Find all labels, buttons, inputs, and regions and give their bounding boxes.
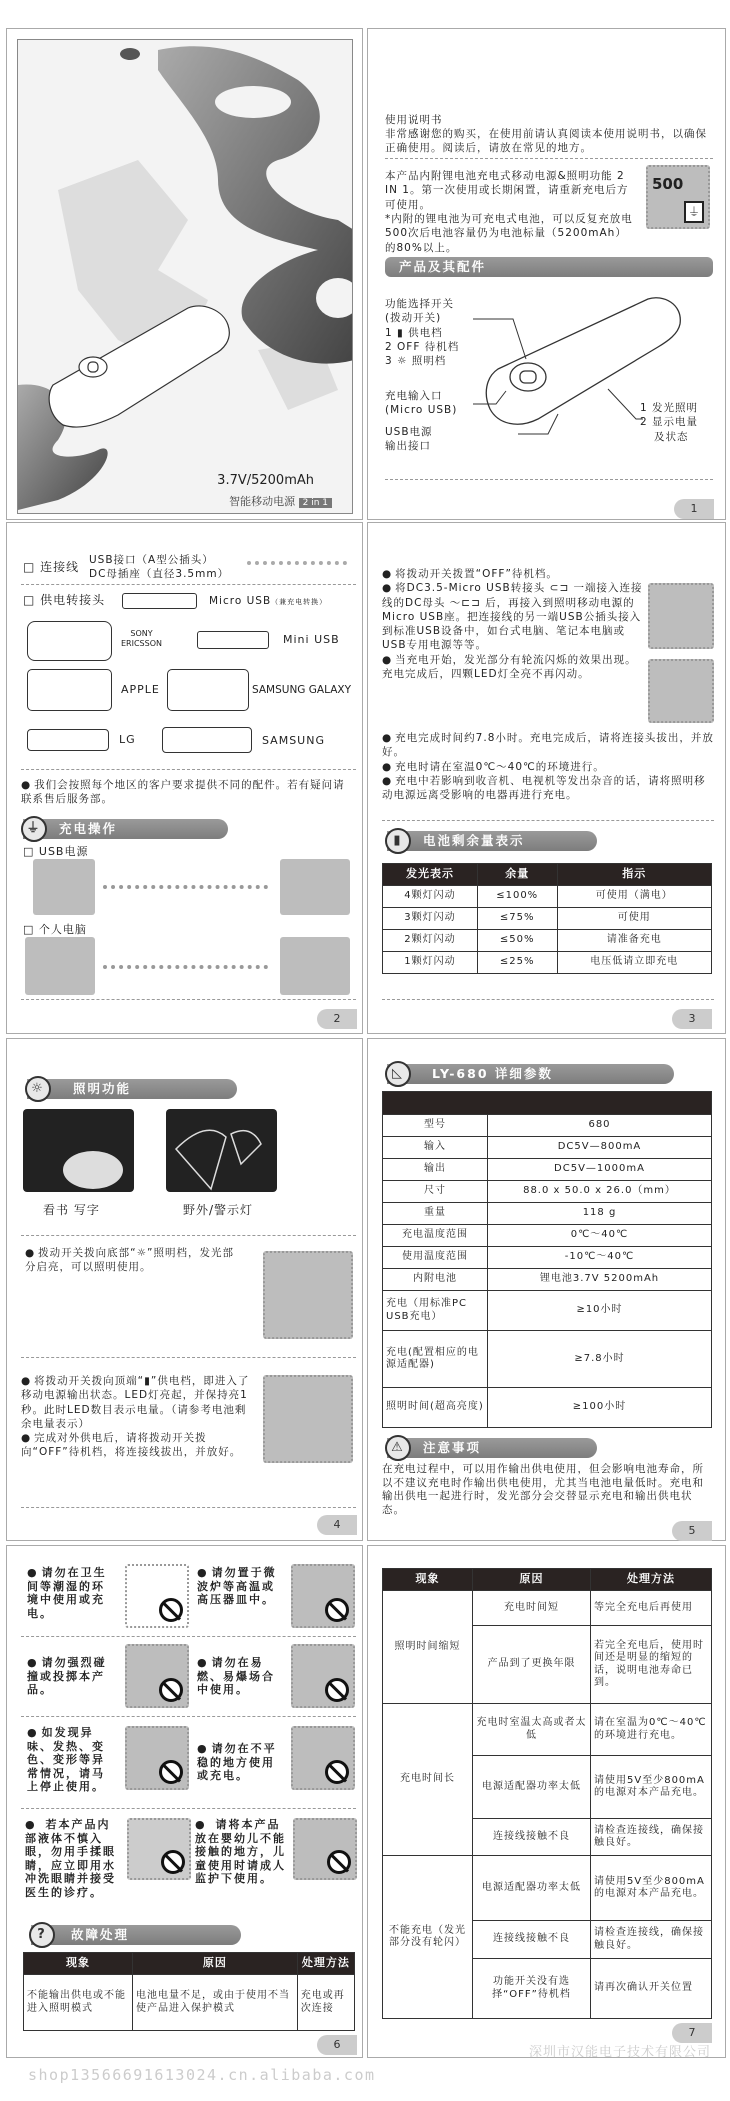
spec-label: 型号: [383, 1115, 488, 1137]
samsung-galaxy-label: SAMSUNG GALAXY: [252, 684, 351, 696]
table-row: [24, 1975, 355, 2031]
warning-icon: ⚠: [385, 1435, 411, 1461]
column-header: 现象: [383, 1569, 473, 1591]
column-header: 余量: [477, 864, 557, 886]
cause-cell: 功能开关没有选择“OFF”待机档: [473, 1959, 591, 2019]
cable-dc: DC母插座（直径3.5mm）: [89, 568, 230, 580]
cause-cell: 连接线接触不良: [473, 1921, 591, 1959]
prohibited-icon: [161, 1850, 185, 1874]
page-number: 3: [672, 1009, 712, 1029]
sony-ericsson-label: SONY ERICSSON: [121, 629, 162, 648]
table-cell: 3颗灯闪动: [383, 908, 478, 930]
fix-cell: 请检查连接线，确保接触良好。: [591, 1819, 712, 1856]
table-header-blank: [383, 1092, 712, 1115]
table-header-row: [24, 1953, 355, 1975]
spec-label: 内附电池: [383, 1269, 488, 1291]
battery-note: *内附的锂电池为可充电式电池，可以反复充放电500次后电池容量仍为电池标量（5200mAh）的80%以上。: [385, 213, 633, 254]
lg-adapter-icon: [27, 729, 109, 751]
unstable-image: [291, 1726, 355, 1790]
spec-row: [383, 1159, 712, 1181]
page-number: 1: [674, 499, 714, 519]
usb-cable-image: [103, 885, 268, 889]
fix-cell: 请在室温为0℃～40℃的环境进行充电。: [591, 1704, 712, 1756]
warning-children-block: [195, 1818, 357, 1886]
impact-image: [125, 1644, 189, 1708]
warning-impact: ● 请勿强烈碰撞或投掷本产品。: [27, 1656, 117, 1697]
page-number: 7: [672, 2023, 712, 2043]
table-header-row: [383, 1092, 712, 1115]
table-cell: 不能输出供电或不能进入照明模式: [24, 1975, 133, 2031]
cover-voltage: 3.7V/5200mAh: [217, 473, 314, 488]
pc-label: □ 个人电脑: [23, 923, 87, 936]
warning-abnormal: ● 如发现异味、发热、变色、变形等异常情况，请马上停止使用。: [27, 1726, 117, 1794]
cause-cell: 产品到了更换年限: [473, 1626, 591, 1704]
column-header: 发光表示: [383, 864, 478, 886]
column-header: 原因: [473, 1569, 591, 1591]
section-header-battery-level: 电池剩余量表示 ▮: [387, 831, 597, 851]
spec-value: 88.0 x 50.0 x 26.0（mm）: [488, 1181, 712, 1203]
spec-row: [383, 1137, 712, 1159]
micro-usb-label: Micro USB（兼充电转换）: [209, 595, 328, 607]
spec-row: [383, 1331, 712, 1388]
spec-label: 尺寸: [383, 1181, 488, 1203]
symptom-cell: 不能充电（发光部分没有轮闪）: [383, 1856, 473, 2019]
table-row: [383, 952, 712, 974]
spec-value: ≥100小时: [488, 1388, 712, 1428]
spec-label: 输出: [383, 1159, 488, 1181]
sony-adapter-icon: [27, 621, 112, 661]
eyes-image: [127, 1818, 191, 1880]
warning-unstable: ● 请勿在不平稳的地方使用或充电。: [197, 1742, 287, 1783]
warning-flammable: ● 请勿在易燃、易爆场合中使用。: [197, 1656, 287, 1697]
outdoor-image: [166, 1109, 277, 1192]
spec-value: ≥10小时: [488, 1291, 712, 1331]
cable-icon: [247, 561, 347, 569]
spec-row: [383, 1291, 712, 1331]
table-row: [383, 1591, 712, 1626]
cause-cell: 充电时室温太高或者太低: [473, 1704, 591, 1756]
outdoor-caption: 野外/警示灯: [183, 1203, 254, 1217]
product-description: 本产品内附锂电池充电式移动电源&照明功能 2 IN 1。第一次使用或长期闲置，请重新充电后方可使用。: [385, 170, 629, 211]
cover-product-name: [229, 493, 332, 509]
samsung-adapter-icon: [162, 727, 252, 753]
table-cell: 2颗灯闪动: [383, 930, 478, 952]
troubleshooting-table: [23, 1952, 355, 2031]
spec-label: 输入: [383, 1137, 488, 1159]
section-header-troubleshooting: 故障处理 ?: [31, 1925, 241, 1945]
notice-text: 在充电过程中，可以用作输出供电使用，但会影响电池寿命，所以不建议充电时作输出供电使用，尤其当电池电量低时。充电和输出供电一起进行时，发光部分会交替显示充电和输出供电状态。: [382, 1463, 704, 1516]
warning-eyes-block: [25, 1818, 191, 1899]
samsung-label: SAMSUNG: [262, 734, 325, 747]
power-bank-image: [280, 937, 350, 995]
charging-connection-image: [648, 583, 714, 649]
ruler-triangle-icon: ◺: [385, 1061, 411, 1087]
fix-cell: 等完全充电后再使用: [591, 1591, 712, 1626]
warning-children: 请将本产品放在婴幼儿不能接触的地方，儿童使用时请成人监护下使用。: [195, 1818, 286, 1885]
page-1: [367, 28, 726, 520]
spec-row: [383, 1203, 712, 1225]
column-header: 指示: [557, 864, 711, 886]
spec-value: 锂电池3.7V 5200mAh: [488, 1269, 712, 1291]
page-number: 4: [317, 1515, 357, 1535]
spec-row: [383, 1388, 712, 1428]
prohibited-icon: [325, 1598, 349, 1622]
accessory-note: ● 我们会按照每个地区的客户要求提供不同的配件。若有疑问请联系售后服务部。: [21, 778, 356, 807]
fix-cell: 请检查连接线，确保接触良好。: [591, 1921, 712, 1959]
spec-value: DC5V—1000mA: [488, 1159, 712, 1181]
sun-icon: ☼: [25, 1076, 51, 1102]
cover-product: 智能移动电源: [229, 495, 296, 508]
adapter-label: □ 供电转接头: [23, 593, 106, 607]
table-cell: ≤100%: [477, 886, 557, 908]
prohibited-icon: [159, 1760, 183, 1784]
fix-cell: 请再次确认开关位置: [591, 1959, 712, 2019]
column-header: 处理方法: [591, 1569, 712, 1591]
spec-row: [383, 1115, 712, 1137]
prohibited-icon: [327, 1850, 351, 1874]
table-cell: ≤25%: [477, 952, 557, 974]
spec-row: [383, 1181, 712, 1203]
spec-row: [383, 1247, 712, 1269]
power-output-instructions: ● 将拨动开关拨向顶端“▮”供电档，即进入了移动电源输出状态。LED灯亮起，并保持亮1秒。此时LED数目表示电量。（请参考电池剩余电量表示） ● 完成对外供电后，请将拨动开关拨向“OFF”待机档，将连接线拔出，并放好。: [21, 1374, 251, 1460]
spec-label: 重量: [383, 1203, 488, 1225]
intro-text: 非常感谢您的购买，在使用前请认真阅读本使用说明书，以确保正确使用。阅读后，请放在常见的地方。: [385, 128, 707, 155]
spec-table: [382, 1091, 712, 1428]
company-name: 深圳市汉能电子技术有限公司: [528, 2045, 711, 2060]
cause-cell: 电源适配器功率太低: [473, 1856, 591, 1921]
shop-watermark: shop13566691613024.cn.alibaba.com: [28, 2066, 376, 2084]
spec-value: -10℃～40℃: [488, 1247, 712, 1269]
table-cell: 可使用: [557, 908, 711, 930]
abnormal-image: [125, 1726, 189, 1790]
symptom-cell: 照明时间缩短: [383, 1591, 473, 1704]
prohibited-icon: [325, 1678, 349, 1702]
cover-badge: 2 in 1: [299, 498, 332, 508]
page-6: [6, 1545, 363, 2058]
spec-value: DC5V—800mA: [488, 1137, 712, 1159]
table-row: [383, 908, 712, 930]
page-4: [6, 1038, 363, 1541]
cycle-count: 500: [652, 175, 684, 193]
table-cell: 电压低请立即充电: [557, 952, 711, 974]
table-cell: 可使用（满电）: [557, 886, 711, 908]
microwave-image: [291, 1564, 355, 1628]
page-number: 2: [317, 1009, 357, 1029]
table-cell: ≤50%: [477, 930, 557, 952]
apple-label: APPLE: [121, 683, 160, 696]
warning-humid: ● 请勿在卫生间等潮湿的环境中使用或充电。: [27, 1566, 117, 1620]
children-image: [293, 1818, 357, 1880]
battery-level-table: [382, 863, 712, 974]
cover-page: [6, 28, 363, 520]
prohibited-icon: [159, 1678, 183, 1702]
humid-image: [125, 1564, 189, 1628]
fix-cell: 请使用5V至少800mA的电源对本产品充电。: [591, 1856, 712, 1921]
cause-cell: 电源适配器功率太低: [473, 1756, 591, 1819]
reading-caption: 看书 写字: [43, 1203, 100, 1217]
manual-title: 使用说明书: [385, 114, 443, 126]
page-2: [6, 522, 363, 1034]
charging-notes: ● 充电完成时间约7.8小时。充电完成后，请将连接头拔出，并放好。 ● 充电时请在室温0℃～40℃的环境进行。 ● 充电中若影响到收音机、电视机等发出杂音的话，请将照明移动电源远离受影响的电器再进行充电。: [382, 731, 717, 802]
table-row: [383, 1704, 712, 1756]
micro-usb-adapter-icon: [122, 593, 197, 609]
spec-value: 680: [488, 1115, 712, 1137]
section-header-notice: 注意事项 ⚠: [387, 1438, 597, 1458]
table-header-row: [383, 1569, 712, 1591]
table-row: [383, 1856, 712, 1921]
spec-value: 0℃～40℃: [488, 1225, 712, 1247]
prohibited-icon: [159, 1598, 183, 1622]
cause-cell: 连接线接触不良: [473, 1819, 591, 1856]
computer-image: [25, 937, 95, 995]
warning-eyes: 若本产品内部液体不慎入眼，勿用手揉眼睛，应立即用水冲洗眼睛并接受医生的诊疗。: [25, 1818, 116, 1899]
charging-blink-image: [648, 659, 714, 723]
fix-cell: 请使用5V至少800mA的电源对本产品充电。: [591, 1756, 712, 1819]
table-cell: 充电或再次连接: [297, 1975, 354, 2031]
fire-image: [291, 1644, 355, 1708]
usb-cable-image: [103, 965, 268, 969]
switch-labels: 功能选择开关 (拨动开关) 1 ▮ 供电档 2 OFF 待机档 3 ☼ 照明档: [385, 298, 460, 368]
fix-cell: 若完全充电后，使用时间还是明显的缩短的话，说明电池寿命已到。: [591, 1626, 712, 1704]
charging-instructions: ● 将拨动开关拨置“OFF”待机档。 ● 将DC3.5-Micro USB转接头 ⊂⊐ 一端接入连接线的DC母头 ～⊏⊐ 后，再接入到照明移动电源的Micro USB座。把连接线的另一端USB公插头接入到标准USB设备中，如台式电脑、笔记本电脑或USB专用电源等等。 ● 当充电开始，发光部分有轮流闪烁的效果出现。充电完成后，四颗LED灯全亮不再闪动。: [382, 567, 644, 681]
cable-usb: USB接口（A型公插头）: [89, 554, 214, 566]
page-3: [367, 522, 726, 1034]
table-cell: 电池电量不足，或由于使用不当使产品进入保护模式: [132, 1975, 297, 2031]
mini-usb-label: Mini USB: [283, 633, 340, 646]
samsung-galaxy-adapter-icon: [167, 669, 249, 711]
spec-label: 照明时间(超高亮度): [383, 1388, 488, 1428]
warning-microwave: ● 请勿置于微波炉等高温或高压器皿中。: [197, 1566, 287, 1607]
symptom-cell: 充电时间长: [383, 1704, 473, 1856]
wall-adapter-image: [33, 859, 95, 915]
column-header: 现象: [24, 1953, 133, 1975]
table-row: [383, 886, 712, 908]
cable-label: □ 连接线: [23, 560, 80, 574]
cause-cell: 充电时间短: [473, 1591, 591, 1626]
switch-up-image: [263, 1375, 353, 1463]
light-status-labels: 1 发光照明 2 显示电量 及状态: [640, 402, 699, 443]
spec-label: 充电(配置相应的电源适配器): [383, 1331, 488, 1388]
lg-label: LG: [119, 733, 136, 746]
lighting-instruction: ● 拨动开关拨向底部“☼”照明档，发光部分启亮，可以照明使用。: [25, 1246, 245, 1275]
table-cell: 4颗灯闪动: [383, 886, 478, 908]
table-cell: 1颗灯闪动: [383, 952, 478, 974]
spec-row: [383, 1269, 712, 1291]
usb-power-label: □ USB电源: [23, 845, 89, 858]
spec-value: ≥7.8小时: [488, 1331, 712, 1388]
input-port-label: 充电输入口 (Micro USB): [385, 390, 458, 417]
page-5: [367, 1038, 726, 1541]
section-header-specs: LY-680 详细参数 ◺: [387, 1064, 674, 1084]
column-header: 处理方法: [297, 1953, 354, 1975]
column-header: 原因: [132, 1953, 297, 1975]
prohibited-icon: [325, 1760, 349, 1784]
cover-illustration: [17, 39, 353, 514]
spec-label: 充电温度范围: [383, 1225, 488, 1247]
mini-usb-adapter-icon: [197, 631, 269, 649]
section-header-charging: 充电操作 ⏚: [23, 819, 228, 839]
switch-down-image: [263, 1251, 353, 1339]
section-header-accessories: 产品及其配件: [385, 257, 713, 277]
table-header-row: [383, 864, 712, 886]
plug-icon: ⏚: [684, 201, 704, 223]
output-port-label: USB电源 输出接口: [385, 426, 433, 453]
table-cell: 请准备充电: [557, 930, 711, 952]
spec-label: 充电（用标准PC USB充电）: [383, 1291, 488, 1331]
plug-icon: ⏚: [21, 816, 47, 842]
spec-row: [383, 1225, 712, 1247]
apple-adapter-icon: [27, 669, 112, 711]
power-bank-image: [280, 859, 350, 915]
battery-icon: ▮: [385, 828, 411, 854]
question-icon: ?: [29, 1922, 55, 1948]
page-7: [367, 1545, 726, 2058]
section-header-lighting: 照明功能 ☼: [27, 1079, 237, 1099]
table-row: [383, 930, 712, 952]
page-number: 5: [672, 1521, 712, 1541]
page-number: 6: [317, 2035, 357, 2055]
table-cell: ≤75%: [477, 908, 557, 930]
reading-image: [23, 1109, 134, 1192]
spec-label: 使用温度范围: [383, 1247, 488, 1269]
troubleshooting-table-continued: [382, 1568, 712, 2019]
spec-value: 118 g: [488, 1203, 712, 1225]
